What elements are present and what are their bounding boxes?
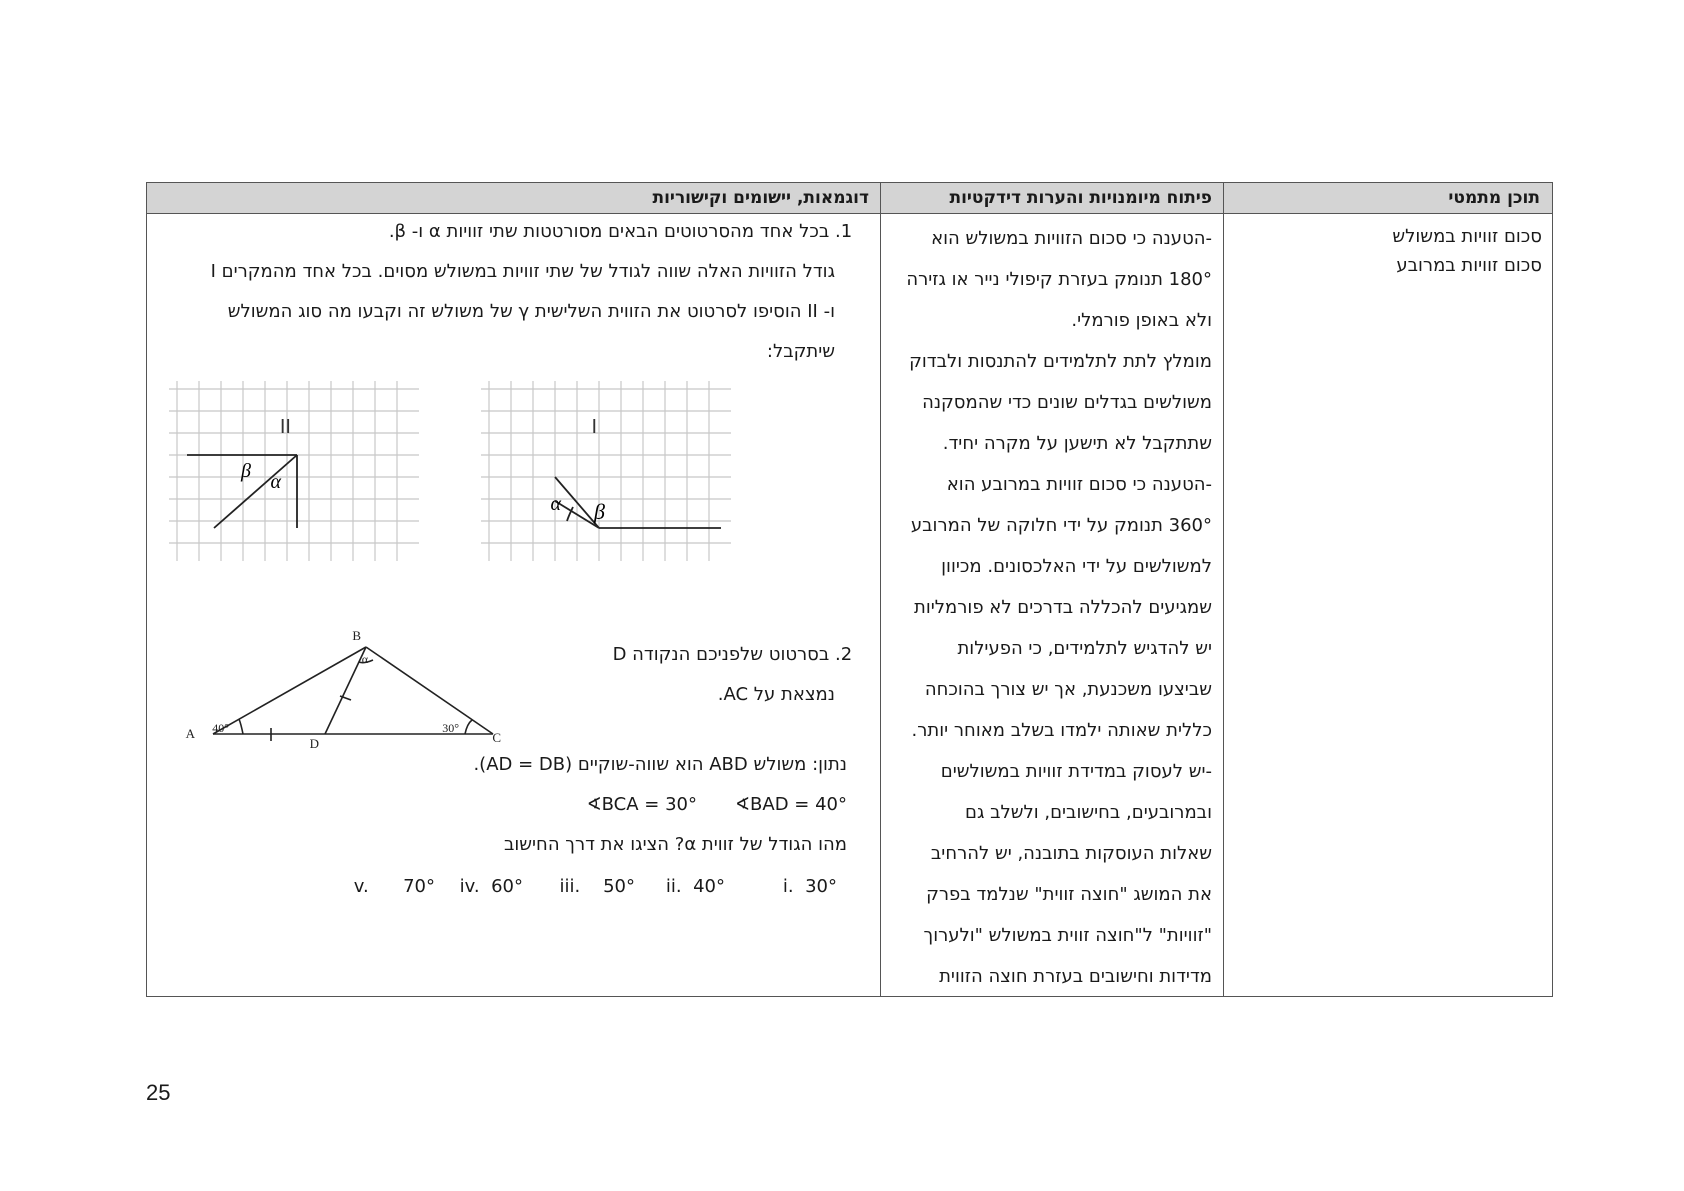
header-examples: דוגמאות, יישומים וקישוריות — [147, 183, 881, 214]
didactic-line: יש להדגיש לתלמידים, כי הפעילות — [957, 638, 1212, 659]
option-ii: ii. 40° — [665, 876, 725, 897]
question-1-line-1: 1. בכל אחד מהסרטוטים הבאים מסורטטות שתי זוויות α ו- β. — [388, 221, 853, 242]
didactic-line: -הטענה כי סכום זוויות במרובע הוא — [946, 474, 1212, 495]
math-item: סכום זוויות במרובע — [1396, 255, 1542, 276]
page-number: 25 — [146, 1080, 171, 1105]
figure-I-beta: β — [594, 499, 605, 524]
question-2-angle-bad: ∢BAD = 40° — [734, 794, 847, 815]
didactic-line: שביצעו משכנעת, אך יש צורך בהוכחה — [924, 679, 1212, 700]
didactic-line: משולשים בגדלים שונים כדי שהמסקנה — [922, 392, 1212, 413]
header-math-content: תוכן מתמטי — [1224, 183, 1552, 214]
didactic-line: שתתקבל לא תישען על מקרה יחיד. — [942, 433, 1212, 454]
figure-II-beta: β — [241, 460, 251, 482]
option-iii: iii. 50° — [559, 876, 635, 897]
didactic-line: שאלות העוסקות בתובנה, יש להרחיב — [930, 843, 1212, 864]
question-1-line-2: גודל הזוויות האלה שווה לגודל של שתי זוויות במשולש מסוים. בכל אחד מהמקרים I — [210, 261, 835, 282]
point-b-label: B — [352, 628, 361, 643]
option-v: v. 70° — [353, 876, 435, 897]
question-2-line-1: 2. בסרטוט שלפניכם הנקודה D — [612, 644, 853, 665]
didactic-line: למשולשים על ידי האלכסונים. מכיוון — [941, 556, 1212, 577]
question-1-line-4: שיתקבל: — [766, 341, 835, 362]
didactic-line: כללית שאותה ילמדו בשלב מאוחר יותר. — [911, 720, 1212, 741]
figure-I-alpha: α — [550, 493, 561, 515]
didactic-line: שמגיעים להכללה בדרכים לא פורמליות — [914, 597, 1212, 618]
didactic-line: ובמרובעים, בחישובים, ולשלב גם — [965, 802, 1212, 823]
didactic-line: "זוויות" ל"חוצה זווית במשולש "ולערוך — [923, 925, 1212, 946]
option-i: i. 30° — [782, 876, 837, 897]
question-2-line-2: נמצאת על AC. — [717, 684, 835, 705]
question-2-angle-bca: ∢BCA = 30° — [586, 794, 697, 815]
didactic-line: 180° תנומק בעזרת קיפולי נייר או גזירה — [906, 269, 1212, 290]
point-c-label: C — [492, 730, 501, 745]
figure-I-grid — [481, 381, 731, 561]
didactic-line: מומלץ לתת לתלמידים להתנסות ולבדוק — [909, 351, 1212, 372]
math-item: סכום זוויות במשולש — [1392, 226, 1542, 247]
didactic-line: ולא באופן פורמלי. — [1071, 310, 1212, 331]
didactic-line: -הטענה כי סכום הזוויות במשולש הוא — [931, 228, 1212, 249]
didactic-notes-cell — [881, 214, 1224, 996]
question-1-line-3: ו- II הוסיפו לסרטוט את הזווית השלישית γ של משולש זה וקבעו מה סוג המשולש — [227, 301, 835, 322]
point-a-label: A — [185, 726, 195, 741]
question-2-question: מהו הגודל של זווית α? הציגו את דרך החישוב — [503, 834, 847, 855]
figure-II-label: II — [279, 416, 291, 438]
option-iv: iv. 60° — [459, 876, 523, 897]
point-d-label: D — [309, 736, 319, 751]
didactic-line: את המושג "חוצה זווית" שנלמד בפרק — [926, 884, 1212, 905]
question-2-given: נתון: משולש ABD הוא שווה-שוקיים (AD = DB). — [473, 754, 847, 775]
didactic-line: 360° תנומק על ידי חלוקה של המרובע — [910, 515, 1212, 536]
header-didactic-notes: פיתוח מיומנויות והערות דידקטיות — [881, 183, 1224, 214]
math-content-cell — [1224, 214, 1552, 996]
angle-a-label: 40° — [212, 721, 229, 735]
didactic-line: -יש לעסוק במדידת זוויות במשולשים — [940, 761, 1212, 782]
figure-II-grid — [169, 381, 419, 561]
angle-c-label: 30° — [442, 721, 459, 735]
figure-I-label: I — [591, 416, 597, 438]
figure-II-alpha: α — [270, 471, 281, 493]
angle-b-label: α — [361, 652, 368, 666]
didactic-line: מדידות וחישובים בעזרת חוצה הזווית — [939, 966, 1212, 987]
curriculum-table — [146, 182, 1553, 997]
triangle-diagram — [185, 624, 541, 754]
examples-cell — [147, 214, 881, 996]
